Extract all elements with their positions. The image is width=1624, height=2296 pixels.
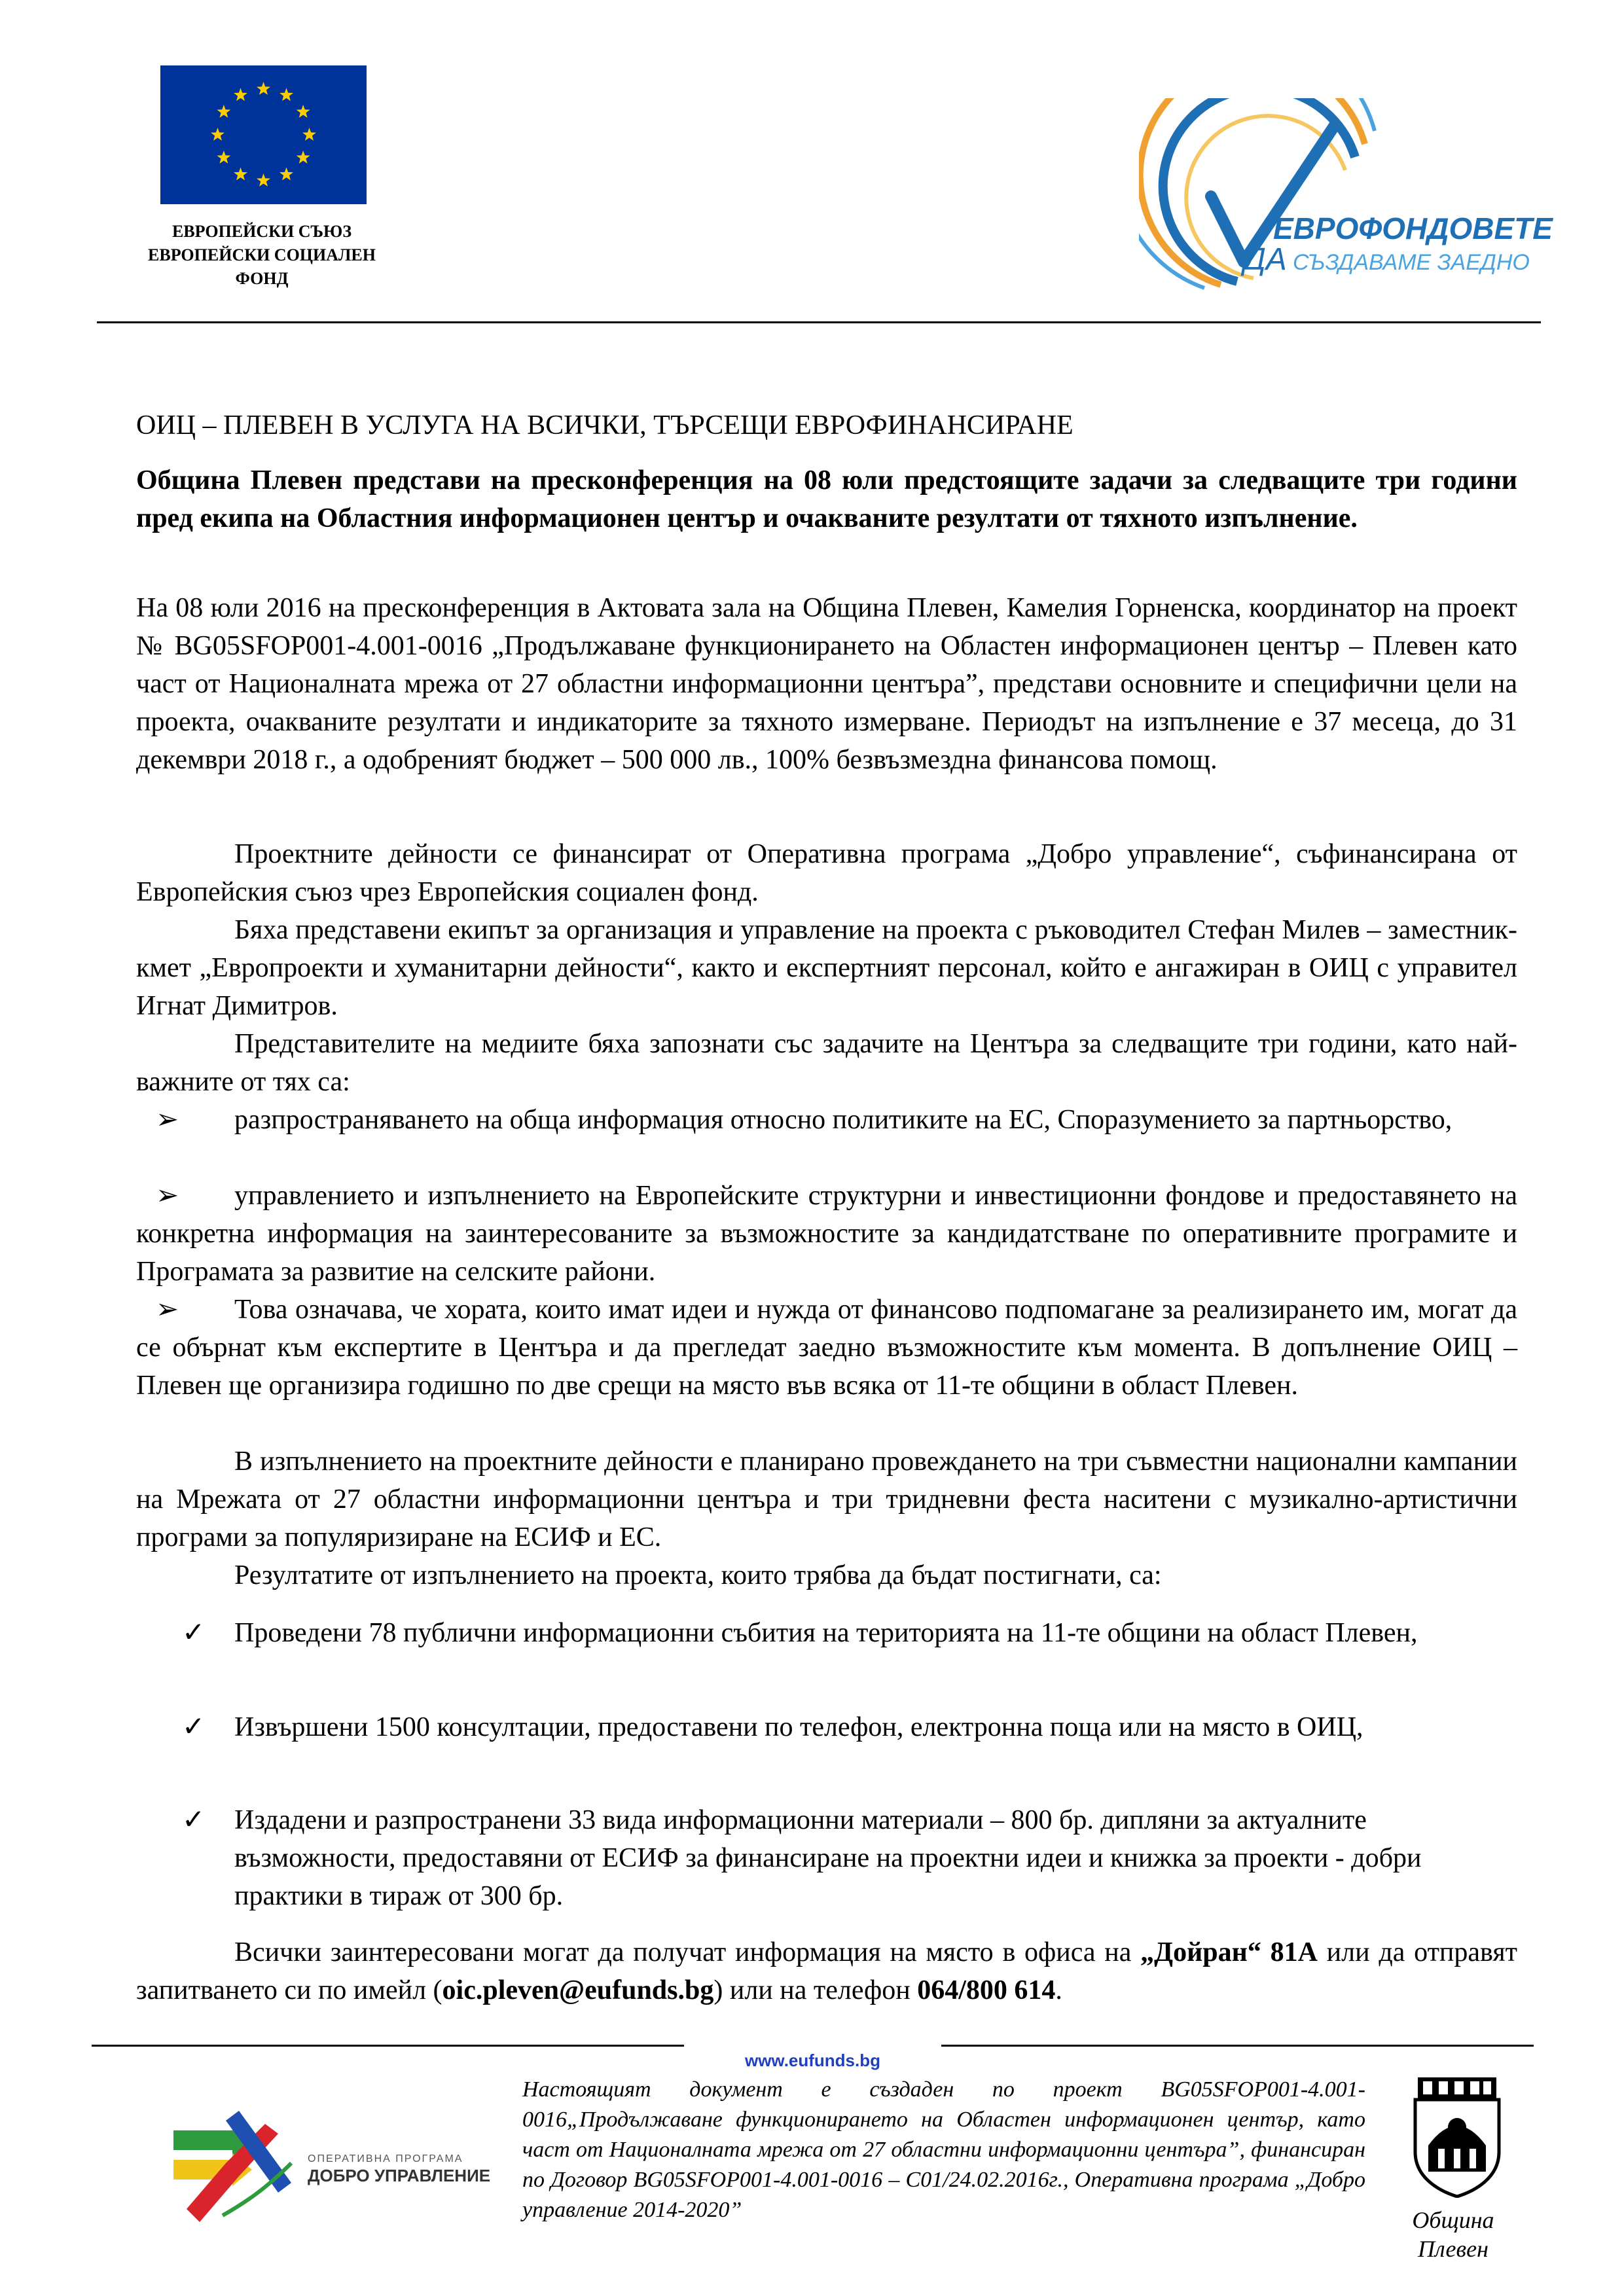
footer-divider-right [941,2045,1534,2047]
program-logo-big: ДОБРО УПРАВЛЕНИЕ [308,2166,491,2185]
footer-divider-left [92,2045,684,2047]
bullet-item-2 [136,1177,1517,1291]
eu-star-icon [302,128,316,141]
eu-caption-line-1: ЕВРОПЕЙСКИ СЪЮЗ [171,222,352,241]
result-item-1 [177,1614,1473,1652]
paragraph-5: В изпълнението на проектните дейности е планирано провеждането на три съвместни национални кампании на Мрежата от 27 областни информационни центъра и три тридневни феста наситени с музикално-артистични програми за популяризиране на ЕСИФ и ЕС. [136,1446,1517,1552]
result-text: Извършени 1500 консултации, предоставени по телефон, електронна поща или на място в ОИЦ, [234,1712,1363,1742]
result-text: Проведени 78 публични информационни събития на територията на 11-те общини на област Плевен, [234,1618,1418,1648]
contact-text: . [1055,1975,1062,2005]
program-logo-small: ОПЕРАТИВНА ПРОГРАМА [308,2153,463,2164]
eu-star-icon [280,88,293,101]
contact-text: ) или на телефон [713,1975,918,2005]
article-lead: Община Плевен представи на пресконференция на 08 юли предстоящите задачи за следващите три години пред екипа на Областния информационен център и очакваните резултати от тяхното изпълнение. [136,465,1517,533]
checkmark-icon: ✓ [182,1805,206,1835]
municipality-line-2: Плевен [1417,2236,1489,2262]
eu-star-icon [217,105,230,118]
eu-star-icon [297,105,310,118]
contact-email[interactable]: oic.pleven@eufunds.bg [442,1975,714,2005]
eu-star-icon [211,128,225,141]
eu-star-icon [234,88,247,101]
eufunds-logo-line2b: СЪЗДАВАМЕ ЗАЕДНО [1293,250,1530,275]
eufunds-logo [1139,98,1558,314]
paragraph-2: Проектните дейности се финансират от Оперативна програма „Добро управление“, съфинансирана от Европейския съюз чрез Европейския социален фонд. [136,839,1517,907]
arrow-bullet-icon: ➢ [156,1295,179,1325]
pleven-crest-icon [1409,2073,1506,2198]
paragraph-1: На 08 юли 2016 на пресконференция в Актовата зала на Община Плевен, Камелия Горненска, координатор на проект № BG05SFOP001-4.001-0016 „Продължаване функционирането на Областен информационен център – Плевен като част от Националната мрежа от 27 областни информационни центъра”, представи основните и специфични цели на проекта, очакваните резултати и индикаторите за тяхното измерване. Периодът на изпълнение е 37 месеца, до 31 декември 2018 г., а одобреният бюджет – 500 000 лв., 100% безвъзмездна финансова помощ. [136,593,1517,775]
checkmark-icon: ✓ [182,1712,206,1742]
pleven-coat-of-arms [1409,2073,1506,2198]
eu-flag-logo [160,65,367,204]
contact-text: или да отправят запитването си по имейл ( [136,1937,1517,2005]
eu-star-icon [257,82,270,95]
eu-stars-icon [160,65,367,204]
article-title: ОИЦ – ПЛЕВЕН В УСЛУГА НА ВСИЧКИ, ТЪРСЕЩИ ЕВРОФИНАНСИРАНЕ [136,410,1074,440]
arrow-bullet-icon: ➢ [156,1181,179,1211]
contact-paragraph [136,1933,1517,2009]
eu-caption-line-3: ФОНД [235,269,289,288]
result-item-2 [177,1708,1473,1746]
bullet-text: управлението и изпълнението на Европейските структурни и инвестиционни фондове и предоставянето на конкретна информация на заинтересованите за възможностите за кандидатстване по оперативните програмите и Програмата за развитие на селските райони. [136,1181,1517,1287]
result-item-3 [177,1801,1473,1915]
municipality-line-1: Община [1412,2207,1494,2233]
office-address: „Дойран“ 81А [1140,1937,1318,1967]
eu-star-icon [234,168,247,181]
paragraph-4: Представителите на медиите бяха запознати със задачите на Центъра за следващите три години, като най-важните от тях са: [136,1029,1517,1097]
bullet-text: разпространяването на обща информация относно политиките на ЕС, Споразумението за партньорство, [234,1105,1453,1135]
municipality-caption [1362,2206,1545,2263]
good-governance-icon [160,2085,501,2242]
bullet-text: Това означава, че хората, които имат идеи и нужда от финансово подпомагане за реализирането им, могат да се обърнат към експертите в Центъра и да прегледат заедно възможностите към момента. В допълнение ОИЦ – Плевен ще организира годишно по две срещи на място във всяка от 11-те общини в област Плевен. [136,1295,1517,1401]
contact-text: Всички заинтересовани могат да получат информация на място в офиса на [234,1937,1141,1967]
eu-caption [98,220,425,291]
eufunds-logo-line1: ЕВРОФОНДОВЕТЕ [1273,211,1553,245]
result-text: Издадени и разпространени 33 вида информационни материали – 800 бр. дипляни за актуалните възможности, предоставяни от ЕСИФ за финансиране на проектни идеи и книжка за проекти - добри практики в тираж от 300 бр. [234,1805,1422,1911]
footer-disclaimer: Настоящият документ е създаден по проект BG05SFOP001-4.001-0016„Продължаване функционирането на Областен информационен център, като част от Националната мрежа от 27 областни информационни центъра”, финансиран по Договор BG05SFOP001-4.001-0016 – С01/24.02.2016г., Оперативна програма „Добро управление 2014-2020” [522,2077,1365,2222]
paragraph-6: Резултатите от изпълнението на проекта, които трябва да бъдат постигнати, са: [234,1560,1162,1590]
eu-star-icon [257,173,270,187]
header-divider [97,321,1541,323]
eu-star-icon [297,151,310,164]
arrow-bullet-icon: ➢ [156,1105,179,1135]
checkmark-icon: ✓ [182,1618,206,1648]
footer-url-link[interactable]: www.eufunds.bg [744,2051,881,2070]
paragraph-3: Бяха представени екипът за организация и управление на проекта с ръководител Стефан Милев – заместник-кмет „Европроекти и хуманитарни дейности“, както и експертният персонал, който е ангажиран в ОИЦ с управител Игнат Димитров. [136,915,1517,1021]
eufunds-swirl-icon [1139,98,1558,314]
eu-star-icon [280,168,293,181]
good-governance-logo [160,2085,501,2242]
eu-star-icon [217,151,230,164]
bullet-item-3 [136,1291,1517,1405]
eu-caption-line-2: ЕВРОПЕЙСКИ СОЦИАЛЕН [148,245,376,264]
eufunds-logo-line2a: ДА [1244,242,1287,277]
bullet-item-1 [136,1101,1517,1139]
contact-phone: 064/800 614 [917,1975,1056,2005]
